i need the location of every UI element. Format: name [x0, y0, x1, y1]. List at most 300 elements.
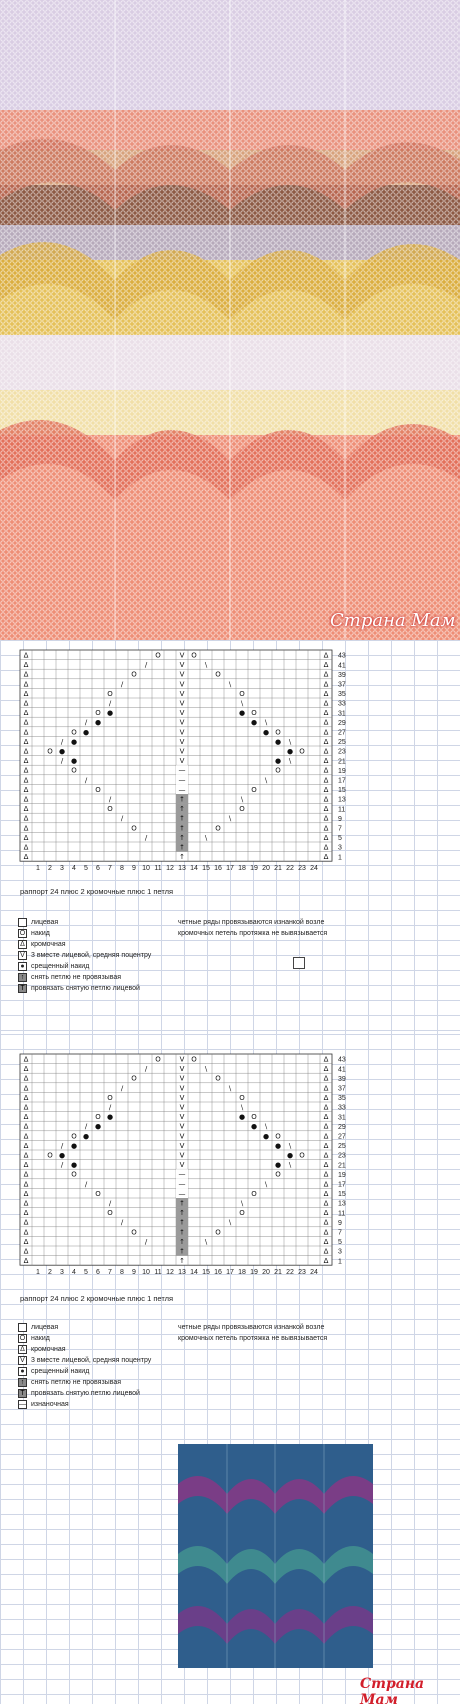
chart-symbol: —: [178, 776, 186, 785]
chart-symbol: /: [84, 776, 88, 785]
chart-symbol: ●: [106, 709, 114, 718]
column-number: 5: [84, 865, 88, 873]
column-number: 3: [60, 1269, 64, 1277]
chart-symbol: O: [251, 709, 257, 718]
chart-symbol: V: [179, 747, 185, 756]
chart-symbol: ●: [238, 1113, 246, 1122]
legend-item: [18, 1333, 151, 1344]
chart-symbol: \: [288, 1161, 292, 1170]
chart-symbol: ↑: [179, 1247, 185, 1256]
chart-symbol: O: [95, 1113, 101, 1122]
chart-symbol: Δ: [23, 709, 29, 718]
row-number: 23: [338, 748, 346, 756]
chart-symbol: O: [107, 689, 113, 698]
column-number: 6: [96, 865, 100, 873]
chart-symbol: /: [144, 833, 148, 842]
legend-symbol: Δ: [18, 940, 27, 949]
chart-symbol: V: [179, 1074, 185, 1083]
chart-symbol: —: [178, 766, 186, 775]
column-number: 5: [84, 1269, 88, 1277]
chart-symbol: Δ: [23, 670, 29, 679]
chart-symbol: \: [264, 718, 268, 727]
column-number: 10: [142, 1269, 150, 1277]
chart-symbol: Δ: [23, 1170, 29, 1179]
chart-symbol: Δ: [323, 1074, 329, 1083]
column-number: 10: [142, 865, 150, 873]
chart-symbol: O: [95, 1189, 101, 1198]
column-number: 4: [72, 865, 76, 873]
chart-symbol: Δ: [323, 795, 329, 804]
chart-symbol: ●: [70, 1141, 78, 1150]
chart-symbol: /: [108, 795, 112, 804]
chart-symbol: Δ: [23, 776, 29, 785]
chart-symbol: V: [179, 1161, 185, 1170]
chart-symbol: ↑: [179, 824, 185, 833]
chart-symbol: O: [299, 1151, 305, 1160]
row-number: 11: [338, 1210, 346, 1218]
legend-label: накид: [31, 930, 50, 937]
watermark-bottom: Страна Мам: [360, 1676, 425, 1708]
chart-symbol: V: [179, 1113, 185, 1122]
row-number: 29: [338, 1123, 346, 1131]
chart-symbol: Δ: [23, 1055, 29, 1064]
chart-symbol: Δ: [323, 1161, 329, 1170]
chart-symbol: Δ: [23, 1247, 29, 1256]
watermark-photo: Страна Мам: [330, 610, 456, 631]
chart-symbol: Δ: [323, 651, 329, 660]
empty-box: [293, 957, 305, 969]
column-number: 8: [120, 1269, 124, 1277]
row-number: 15: [338, 1191, 346, 1199]
chart-symbol: \: [264, 1180, 268, 1189]
legend: [18, 917, 151, 994]
chart-symbol: O: [71, 728, 77, 737]
legend-symbol: V: [18, 1356, 27, 1365]
chart-symbol: Δ: [323, 1093, 329, 1102]
chart-symbol: Δ: [23, 795, 29, 804]
column-number: 3: [60, 865, 64, 873]
chart-symbol: Δ: [323, 1065, 329, 1074]
column-number: 19: [250, 865, 258, 873]
legend-label: срещенный накид: [31, 1368, 90, 1375]
row-number: 21: [338, 1162, 346, 1170]
column-number: 4: [72, 1269, 76, 1277]
chart-symbol: Δ: [323, 1228, 329, 1237]
chart-symbol: Δ: [323, 824, 329, 833]
chart-symbol: Δ: [23, 1218, 29, 1227]
chart-symbol: ↑: [179, 833, 185, 842]
column-number: 7: [108, 865, 112, 873]
chart-symbol: ●: [286, 1151, 294, 1160]
chart-symbol: O: [107, 805, 113, 814]
column-number: 11: [154, 865, 162, 873]
chart-symbol: Δ: [323, 1055, 329, 1064]
column-number: 14: [190, 1269, 198, 1277]
chart-symbol: Δ: [323, 1151, 329, 1160]
legend-label: накид: [31, 1335, 50, 1342]
legend-item: [18, 983, 151, 994]
chart-symbol: Δ: [23, 1122, 29, 1131]
row-number: 39: [338, 671, 346, 679]
chart-symbol: O: [275, 766, 281, 775]
chart-symbol: ●: [82, 1132, 90, 1141]
chart-symbol: Δ: [323, 661, 329, 670]
chart-symbol: ●: [262, 728, 270, 737]
chart-symbol: ↑: [179, 1237, 185, 1246]
chart-symbol: V: [179, 718, 185, 727]
chart-symbol: \: [228, 680, 232, 689]
chart-symbol: V: [179, 670, 185, 679]
row-number: 35: [338, 691, 346, 699]
row-number: 39: [338, 1075, 346, 1083]
column-number: 9: [132, 1269, 136, 1277]
chart-symbol: O: [107, 1209, 113, 1218]
chart-symbol: O: [95, 785, 101, 794]
chart-symbol: Δ: [23, 1180, 29, 1189]
row-number: 13: [338, 796, 346, 804]
column-number: 16: [214, 865, 222, 873]
row-number: 31: [338, 1114, 346, 1122]
chart-symbol: Δ: [23, 1228, 29, 1237]
column-number: 22: [286, 1269, 294, 1277]
column-number: 1: [36, 1269, 40, 1277]
chart-symbol: /: [60, 1141, 64, 1150]
chart-symbol: Δ: [323, 728, 329, 737]
chart-symbol: Δ: [323, 1103, 329, 1112]
chart-symbol: O: [155, 651, 161, 660]
column-number: 19: [250, 1269, 258, 1277]
chart-symbol: O: [71, 1170, 77, 1179]
column-number: 1: [36, 865, 40, 873]
column-number: 15: [202, 1269, 210, 1277]
row-number: 7: [338, 825, 342, 833]
chart-symbol: \: [204, 1237, 208, 1246]
legend-label: срещенный накид: [31, 963, 90, 970]
chart-symbol: ↑: [179, 795, 185, 804]
chart-symbol: Δ: [323, 689, 329, 698]
legend-item: [18, 1388, 151, 1399]
row-number: 19: [338, 767, 346, 775]
legend-symbol: [18, 918, 27, 927]
chart-symbol: Δ: [23, 699, 29, 708]
legend-label: снять петлю не провязывая: [31, 1379, 122, 1386]
legend-label: 3 вместе лицевой, средняя поцентру: [31, 1357, 152, 1364]
row-number: 33: [338, 1104, 346, 1112]
chart-symbol: Δ: [23, 1141, 29, 1150]
column-number: 13: [178, 865, 186, 873]
chart-symbol: /: [60, 757, 64, 766]
column-number: 9: [132, 865, 136, 873]
chart-symbol: /: [108, 1103, 112, 1112]
chart-symbol: \: [264, 776, 268, 785]
legend-item: [18, 1322, 151, 1333]
chart-symbol: O: [239, 1209, 245, 1218]
chart-symbol: Δ: [323, 718, 329, 727]
chart-symbol: ●: [70, 757, 78, 766]
row-number: 25: [338, 739, 346, 747]
legend-symbol: V: [18, 951, 27, 960]
chart-symbol: V: [179, 680, 185, 689]
chart-symbol: \: [228, 1218, 232, 1227]
chart-symbol: —: [178, 785, 186, 794]
chart-symbol: ●: [274, 1141, 282, 1150]
legend-symbol: ●: [18, 962, 27, 971]
column-number: 20: [262, 1269, 270, 1277]
chart-symbol: \: [204, 1065, 208, 1074]
legend-label: кромочная: [31, 941, 66, 948]
chart-symbol: V: [179, 699, 185, 708]
chart-symbol: ●: [70, 1161, 78, 1170]
column-number: 17: [226, 865, 234, 873]
chart-symbol: /: [120, 814, 124, 823]
chart-symbol: Δ: [323, 737, 329, 746]
legend-item: [18, 939, 151, 950]
chart-symbol: O: [131, 1074, 137, 1083]
row-number: 17: [338, 777, 346, 785]
repeat-text: раппорт 24 плюс 2 кромочные плюс 1 петля: [20, 1294, 174, 1303]
column-number: 2: [48, 1269, 52, 1277]
chart-symbol: O: [191, 651, 197, 660]
chart-symbol: Δ: [23, 757, 29, 766]
chart-symbol: /: [144, 1237, 148, 1246]
chart-symbol: V: [179, 709, 185, 718]
chart-symbol: ↑: [179, 805, 185, 814]
chart-symbol: \: [240, 795, 244, 804]
column-number: 22: [286, 865, 294, 873]
chart-symbol: /: [108, 1199, 112, 1208]
chart-symbol: V: [179, 1093, 185, 1102]
chart-symbol: O: [131, 824, 137, 833]
chart-symbol: \: [228, 814, 232, 823]
legend-symbol: O: [19, 1335, 26, 1342]
legend-symbol: T: [18, 984, 27, 993]
chart-symbol: V: [179, 1122, 185, 1131]
chart-symbol: \: [228, 1084, 232, 1093]
chart-symbol: Δ: [23, 689, 29, 698]
chart-symbol: —: [178, 1189, 186, 1198]
chart-symbol: ↑: [179, 1218, 185, 1227]
chart-symbol: Δ: [23, 737, 29, 746]
chart-symbol: /: [120, 1084, 124, 1093]
column-number: 6: [96, 1269, 100, 1277]
legend-label: снять петлю не провязывая: [31, 974, 122, 981]
chart-symbol: Δ: [323, 1209, 329, 1218]
chart-symbol: \: [240, 1199, 244, 1208]
chart-symbol: Δ: [323, 843, 329, 852]
chart-symbol: Δ: [323, 776, 329, 785]
row-number: 35: [338, 1095, 346, 1103]
chart-symbol: ↑: [179, 1257, 185, 1266]
legend-label: 3 вместе лицевой, средняя поцентру: [31, 952, 152, 959]
chart-symbol: Δ: [23, 805, 29, 814]
row-number: 27: [338, 1133, 346, 1141]
chart-symbol: Δ: [323, 1132, 329, 1141]
chart-symbol: O: [275, 1170, 281, 1179]
chart-symbol: /: [60, 737, 64, 746]
chart-symbol: Δ: [323, 1122, 329, 1131]
chart-symbol: V: [179, 1055, 185, 1064]
chart-symbol: O: [191, 1055, 197, 1064]
column-number: 21: [274, 1269, 282, 1277]
chart-symbol: O: [239, 1093, 245, 1102]
row-number: 41: [338, 1066, 346, 1074]
chart-symbol: \: [240, 1103, 244, 1112]
chart-symbol: /: [144, 661, 148, 670]
row-number: 29: [338, 719, 346, 727]
chart-symbol: Δ: [23, 1151, 29, 1160]
chart-symbol: ●: [94, 1122, 102, 1131]
chart-symbol: Δ: [23, 661, 29, 670]
chart-symbol: O: [251, 785, 257, 794]
row-number: 19: [338, 1171, 346, 1179]
column-number: 24: [310, 865, 318, 873]
chart-symbol: Δ: [323, 833, 329, 842]
chart-symbol: Δ: [323, 814, 329, 823]
chart-symbol: Δ: [23, 824, 29, 833]
chart-symbol: ↑: [179, 853, 185, 862]
chart-symbol: ●: [274, 757, 282, 766]
row-number: 9: [338, 1219, 342, 1227]
chart-symbol: O: [131, 1228, 137, 1237]
chart-symbol: V: [179, 728, 185, 737]
chart-symbol: V: [179, 661, 185, 670]
column-number: 18: [238, 865, 246, 873]
column-number: 20: [262, 865, 270, 873]
row-number: 43: [338, 1056, 346, 1064]
chart-symbol: Δ: [23, 718, 29, 727]
row-number: 15: [338, 787, 346, 795]
chart-symbol: \: [288, 757, 292, 766]
chart-symbol: V: [179, 1132, 185, 1141]
chart-symbol: Δ: [323, 1247, 329, 1256]
chart-symbol: O: [275, 1132, 281, 1141]
chart-symbol: ●: [238, 709, 246, 718]
legend-item: [18, 1355, 151, 1366]
row-number: 3: [338, 1248, 342, 1256]
legend-item: [18, 972, 151, 983]
chart-symbol: Δ: [323, 1141, 329, 1150]
chart-symbol: Δ: [23, 1199, 29, 1208]
legend-symbol: [18, 1323, 27, 1332]
chart-symbol: ●: [82, 728, 90, 737]
chart-symbol: ●: [94, 718, 102, 727]
chart-symbol: O: [215, 1074, 221, 1083]
knitted-swatch-photo: [178, 1444, 373, 1668]
chart-symbol: O: [239, 689, 245, 698]
legend-symbol: O: [19, 930, 26, 937]
row-number: 37: [338, 681, 346, 689]
column-number: 2: [48, 865, 52, 873]
chart-symbol: /: [84, 718, 88, 727]
row-number: 9: [338, 815, 342, 823]
knitting-chart-1: [18, 648, 363, 878]
chart-symbol: /: [84, 1180, 88, 1189]
row-number: 5: [338, 835, 342, 843]
chart-symbol: Δ: [23, 1065, 29, 1074]
chart-symbol: ●: [274, 737, 282, 746]
chart-symbol: Δ: [323, 1199, 329, 1208]
chart-symbol: Δ: [23, 843, 29, 852]
chart-symbol: O: [47, 747, 53, 756]
legend-label: лицевая: [31, 919, 59, 926]
chart-symbol: ●: [250, 718, 258, 727]
notes: четные ряды провязываются изнанкой возле кромочных петель протяжка не вывязывается: [178, 919, 328, 937]
chart-symbol: Δ: [23, 1093, 29, 1102]
chart-symbol: /: [108, 699, 112, 708]
chart-symbol: O: [215, 670, 221, 679]
chart-symbol: \: [240, 699, 244, 708]
chart-symbol: Δ: [323, 1084, 329, 1093]
column-number: 11: [154, 1269, 162, 1277]
chart-symbol: O: [155, 1055, 161, 1064]
chart-symbol: O: [299, 747, 305, 756]
legend-symbol: —: [19, 1401, 26, 1408]
chart-symbol: O: [215, 1228, 221, 1237]
column-number: 16: [214, 1269, 222, 1277]
chart-symbol: O: [215, 824, 221, 833]
legend-label: провязать снятую петлю лицевой: [31, 1390, 140, 1397]
row-number: 21: [338, 758, 346, 766]
row-number: 13: [338, 1200, 346, 1208]
chart-symbol: Δ: [23, 766, 29, 775]
chart-symbol: V: [179, 1084, 185, 1093]
legend-item: [18, 950, 151, 961]
chart-symbol: Δ: [23, 1132, 29, 1141]
lace-photo: [0, 0, 460, 640]
row-number: 5: [338, 1239, 342, 1247]
chart-symbol: O: [131, 670, 137, 679]
chart-symbol: V: [179, 737, 185, 746]
row-number: 23: [338, 1152, 346, 1160]
chart-symbol: Δ: [23, 853, 29, 862]
column-number: 13: [178, 1269, 186, 1277]
chart-symbol: Δ: [323, 1113, 329, 1122]
legend-label: кромочная: [31, 1346, 66, 1353]
column-number: 12: [166, 865, 174, 873]
row-number: 11: [338, 806, 346, 814]
chart-symbol: Δ: [323, 805, 329, 814]
chart-symbol: Δ: [23, 1237, 29, 1246]
legend-item: [18, 1377, 151, 1388]
row-number: 7: [338, 1229, 342, 1237]
chart-symbol: Δ: [323, 670, 329, 679]
legend: [18, 1322, 151, 1410]
column-number: 23: [298, 865, 306, 873]
chart-symbol: V: [179, 757, 185, 766]
chart-symbol: Δ: [23, 785, 29, 794]
legend-symbol: T: [18, 1389, 27, 1398]
chart-symbol: Δ: [23, 1103, 29, 1112]
chart-symbol: Δ: [23, 1084, 29, 1093]
row-number: 31: [338, 710, 346, 718]
chart-symbol: ↑: [179, 1228, 185, 1237]
chart-symbol: /: [60, 1161, 64, 1170]
row-number: 17: [338, 1181, 346, 1189]
chart-symbol: \: [288, 1141, 292, 1150]
chart-sheet-1: [0, 640, 460, 1034]
legend-label: лицевая: [31, 1324, 59, 1331]
chart-symbol: Δ: [323, 699, 329, 708]
legend-symbol: ↑: [18, 1378, 27, 1387]
column-number: 23: [298, 1269, 306, 1277]
legend-label: изнаночная: [31, 1401, 69, 1408]
chart-symbol: ↑: [179, 1199, 185, 1208]
row-number: 3: [338, 844, 342, 852]
chart-symbol: ↑: [179, 814, 185, 823]
chart-symbol: Δ: [23, 1113, 29, 1122]
chart-symbol: Δ: [323, 785, 329, 794]
row-number: 37: [338, 1085, 346, 1093]
